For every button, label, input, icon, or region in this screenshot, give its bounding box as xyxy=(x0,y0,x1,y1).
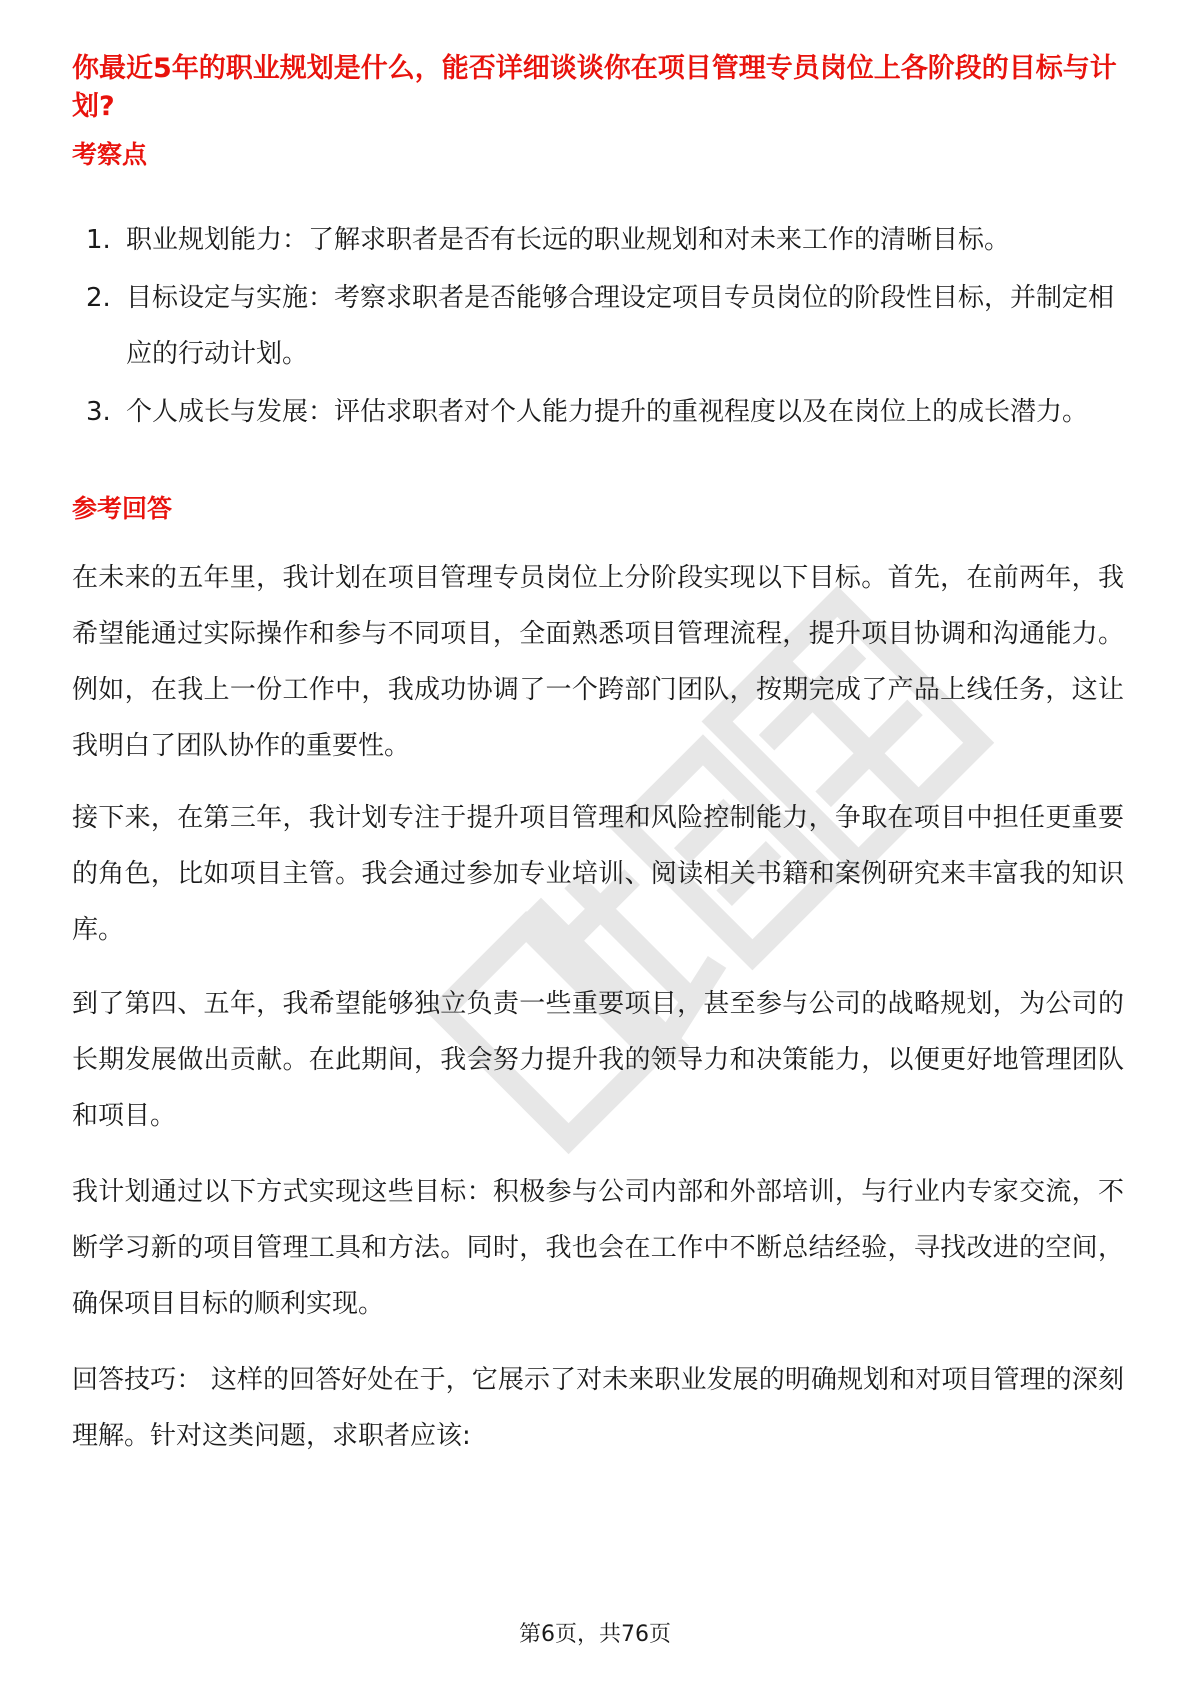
page-number-footer: 第6页，共76页 xyxy=(519,1622,671,1647)
focus-point-text: 目标设定与实施：考察求职者是否能够合理设定项目专员岗位的阶段性目标，并制定相应的行动计划。 xyxy=(126,283,1115,369)
focus-points-list xyxy=(72,212,1122,442)
answer-paragraph: 到了第四、五年，我希望能够独立负责一些重要项目，甚至参与公司的战略规划，为公司的长期发展做出贡献。在此期间，我会努力提升我的领导力和决策能力，以便更好地管理团队和项目。 xyxy=(72,989,1124,1131)
answer-paragraph: 接下来，在第三年，我计划专注于提升项目管理和风险控制能力，争取在项目中担任更重要的角色，比如项目主管。我会通过参加专业培训、阅读相关书籍和案例研究来丰富我的知识库。 xyxy=(72,803,1124,945)
focus-point-number: 3. xyxy=(86,397,111,427)
answer-paragraph: 我计划通过以下方式实现这些目标：积极参与公司内部和外部培训，与行业内专家交流，不断学习新的项目管理工具和方法。同时，我也会在工作中不断总结经验，寻找改进的空间，确保项目目标的顺利实现。 xyxy=(72,1177,1124,1319)
answer-tips-paragraph: 回答技巧： 这样的回答好处在于，它展示了对未来职业发展的明确规划和对项目管理的深刻理解。针对这类问题，求职者应该: xyxy=(72,1365,1124,1451)
focus-point-text: 个人成长与发展：评估求职者对个人能力提升的重视程度以及在岗位上的成长潜力。 xyxy=(126,397,1089,427)
question-heading: 你最近5年的职业规划是什么，能否详细谈谈你在项目管理专员岗位上各阶段的目标与计划? xyxy=(72,53,1117,122)
focus-point-item xyxy=(72,212,1122,268)
focus-point-number: 2. xyxy=(86,283,111,313)
focus-point-item xyxy=(72,384,1122,440)
focus-section-title: 考察点 xyxy=(72,140,148,169)
focus-point-number: 1. xyxy=(86,225,111,255)
focus-point-text: 职业规划能力：了解求职者是否有长远的职业规划和对未来工作的清晰目标。 xyxy=(126,225,1011,255)
answer-section-title: 参考回答 xyxy=(72,494,173,523)
answer-paragraph: 在未来的五年里，我计划在项目管理专员岗位上分阶段实现以下目标。首先，在前两年，我希望能通过实际操作和参与不同项目，全面熟悉项目管理流程，提升项目协调和沟通能力。例如，在我上一份工作中，我成功协调了一个跨部门团队，按期完成了产品上线任务，这让我明白了团队协作的重要性。 xyxy=(72,563,1124,761)
focus-point-item xyxy=(72,270,1122,382)
